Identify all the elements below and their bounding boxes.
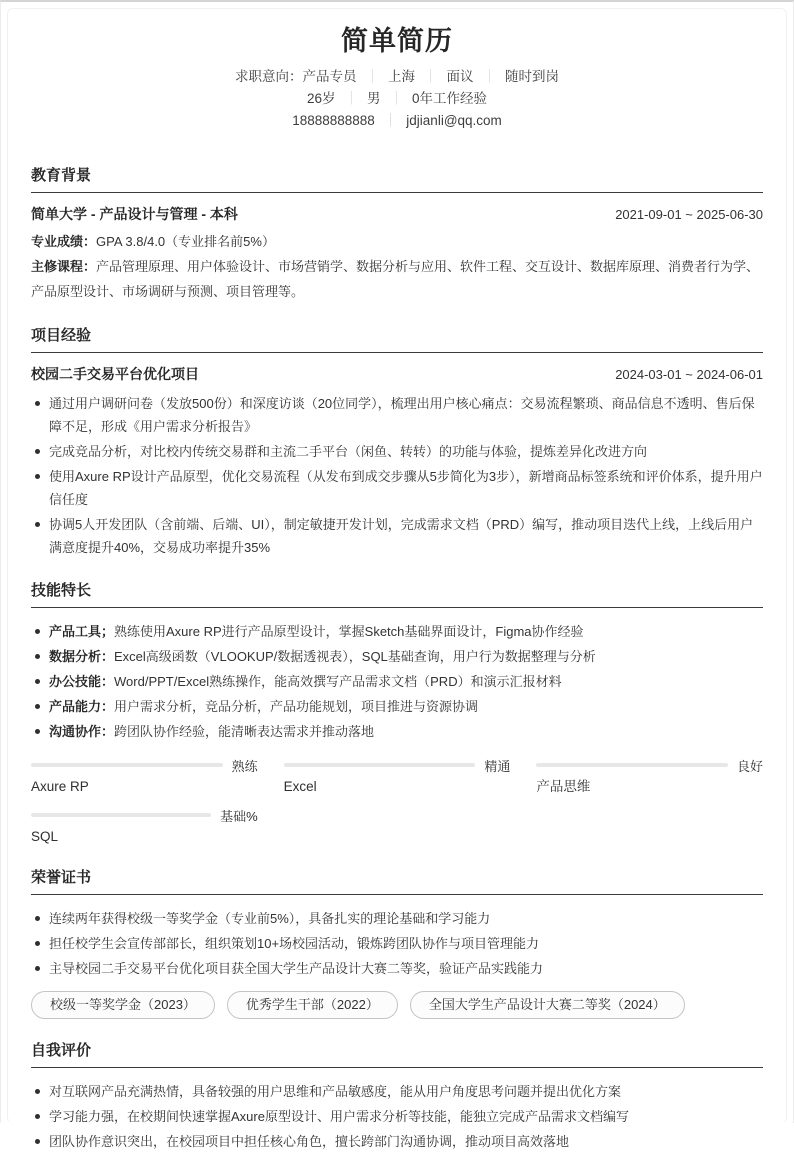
section-heading-skills: 技能特长: [31, 581, 763, 608]
project-bullet-list: [31, 392, 763, 559]
gpa-line: [31, 229, 763, 254]
skill-progress-bar: [31, 813, 211, 817]
list-item: 对互联网产品充满热情，具备较强的用户思维和产品敏感度，能从用户角度思考问题并提出优化方案: [31, 1080, 763, 1103]
gender: 男: [367, 91, 381, 106]
age: 26岁: [306, 91, 336, 106]
skill-level-label: 良好: [736, 758, 763, 774]
list-item: 主导校园二手交易平台优化项目获全国大学生产品设计大赛二等奖，验证产品实践能力: [31, 957, 763, 980]
skill-progress-bar: [31, 763, 223, 767]
award-badge: 校级一等奖学金（2023）: [31, 991, 215, 1019]
section-heading-projects: 项目经验: [31, 326, 763, 353]
gpa-label: 专业成绩：: [31, 234, 97, 249]
job-intent: 求职意向：产品专员: [235, 69, 357, 84]
bullet-dot-icon: [35, 966, 40, 971]
skill-item: [536, 756, 763, 796]
separator: ｜: [424, 69, 438, 84]
section-skills: [31, 581, 763, 846]
bullet-dot-icon: [35, 474, 40, 479]
list-item: 产品工具；熟练使用Axure RP进行产品原型设计，掌握Sketch基础界面设计，Figma协作经验: [31, 620, 763, 643]
bullet-dot-icon: [35, 679, 40, 684]
separator: ｜: [482, 69, 496, 84]
bullet-dot-icon: [35, 1139, 40, 1144]
contact-line: [31, 110, 763, 132]
list-item: 担任校学生会宣传部部长，组织策划10+场校园活动，锻炼跨团队协作与项目管理能力: [31, 932, 763, 955]
skill-item: [284, 756, 511, 796]
bullet-dot-icon: [35, 704, 40, 709]
skill-name: 产品思维: [536, 779, 591, 794]
list-item: 沟通协作：跨团队协作经验，能清晰表达需求并推动落地: [31, 720, 763, 743]
section-honors: [31, 868, 763, 1019]
skill-name: SQL: [31, 829, 59, 844]
award-badge: 优秀学生干部（2022）: [227, 991, 398, 1019]
skill-progress-bar: [284, 763, 476, 767]
courses-label: 主修课程：: [31, 259, 97, 274]
bullet-dot-icon: [35, 654, 40, 659]
project-date-range: 2024-03-01 ~ 2024-06-01: [615, 367, 763, 382]
project-entry-row: [31, 365, 763, 384]
list-item: 数据分析：Excel高级函数（VLOOKUP/数据透视表），SQL基础查询，用户行为数据整理与分析: [31, 645, 763, 668]
bullet-dot-icon: [35, 401, 40, 406]
bullet-dot-icon: [35, 729, 40, 734]
page-title: 简单简历: [341, 26, 453, 56]
bullet-dot-icon: [35, 629, 40, 634]
award-badge: 全国大学生产品设计大赛二等奖（2024）: [410, 991, 685, 1019]
list-item: 团队协作意识突出，在校园项目中担任核心角色，擅长跨部门沟通协调，推动项目高效落地: [31, 1130, 763, 1153]
self-evaluation-bullet-list: [31, 1080, 763, 1153]
section-heading-self-evaluation: 自我评价: [31, 1041, 763, 1068]
skill-bars-grid: [31, 756, 763, 846]
project-title: 校园二手交易平台优化项目: [31, 366, 199, 382]
education-date-range: 2021-09-01 ~ 2025-06-30: [615, 207, 763, 222]
courses-value: 产品管理原理、用户体验设计、市场营销学、数据分析与应用、软件工程、交互设计、数据库原理、消费者行为学、产品原型设计、市场调研与预测、项目管理等。: [31, 259, 760, 299]
availability: 随时到岗: [505, 69, 559, 84]
list-item: 学习能力强，在校期间快速掌握Axure原型设计、用户需求分析等技能，能独立完成产品需求文档编写: [31, 1105, 763, 1128]
basic-info-line: [31, 88, 763, 110]
list-item: 产品能力：用户需求分析，竞品分析，产品功能规划，项目推进与资源协调: [31, 695, 763, 718]
bullet-dot-icon: [35, 1089, 40, 1094]
school-degree-title: 简单大学 - 产品设计与管理 - 本科: [31, 206, 238, 222]
email-address: jdjianli@qq.com: [406, 113, 502, 128]
skill-item: [31, 806, 258, 846]
skill-name: Excel: [283, 779, 317, 794]
bullet-dot-icon: [35, 941, 40, 946]
honors-bullet-list: [31, 907, 763, 980]
section-self-evaluation: [31, 1041, 763, 1153]
separator: ｜: [389, 91, 403, 106]
award-badges-row: [31, 991, 763, 1019]
work-experience: 0年工作经验: [412, 91, 488, 106]
gpa-value: GPA 3.8/4.0（专业排名前5%）: [96, 234, 275, 249]
city: 上海: [388, 69, 415, 84]
phone-number: 18888888888: [292, 113, 375, 128]
education-entry-row: [31, 205, 763, 224]
separator: ｜: [365, 69, 379, 84]
list-item: 完成竞品分析，对比校内传统交易群和主流二手平台（闲鱼、转转）的功能与体验，提炼差异化改进方向: [31, 440, 763, 463]
salary: 面议: [446, 69, 474, 84]
separator: ｜: [383, 113, 398, 128]
bullet-dot-icon: [35, 916, 40, 921]
skill-progress-bar: [536, 763, 728, 767]
skill-name: Axure RP: [31, 779, 89, 794]
list-item: 连续两年获得校级一等奖学金（专业前5%），具备扎实的理论基础和学习能力: [31, 907, 763, 930]
skill-item: [31, 756, 258, 796]
bullet-dot-icon: [35, 449, 40, 454]
skill-level-label: 基础%: [220, 808, 258, 824]
list-item: 使用Axure RP设计产品原型，优化交易流程（从发布到成交步骤从5步简化为3步），新增商品标签系统和评价体系，提升用户信任度: [31, 465, 763, 511]
section-heading-education: 教育背景: [31, 166, 763, 193]
section-projects: [31, 326, 763, 559]
section-education: [31, 166, 763, 304]
courses-line: [31, 254, 763, 304]
bullet-dot-icon: [35, 1114, 40, 1119]
skills-bullet-list: [31, 620, 763, 743]
job-intent-line: [31, 66, 763, 88]
skill-level-label: 熟练: [231, 758, 258, 774]
skill-level-label: 精通: [484, 758, 511, 774]
list-item: 协调5人开发团队（含前端、后端、UI），制定敏捷开发计划，完成需求文档（PRD）编写，推动项目迭代上线，上线后用户满意度提升40%，交易成功率提升35%: [31, 513, 763, 559]
separator: ｜: [344, 91, 358, 106]
bullet-dot-icon: [35, 522, 40, 527]
list-item: 办公技能：Word/PPT/Excel熟练操作，能高效撰写产品需求文档（PRD）和演示汇报材料: [31, 670, 763, 693]
list-item: 通过用户调研问卷（发放500份）和深度访谈（20位同学），梳理出用户核心痛点：交易流程繁琐、商品信息不透明、售后保障不足，形成《用户需求分析报告》: [31, 392, 763, 438]
section-heading-honors: 荣誉证书: [31, 868, 763, 895]
